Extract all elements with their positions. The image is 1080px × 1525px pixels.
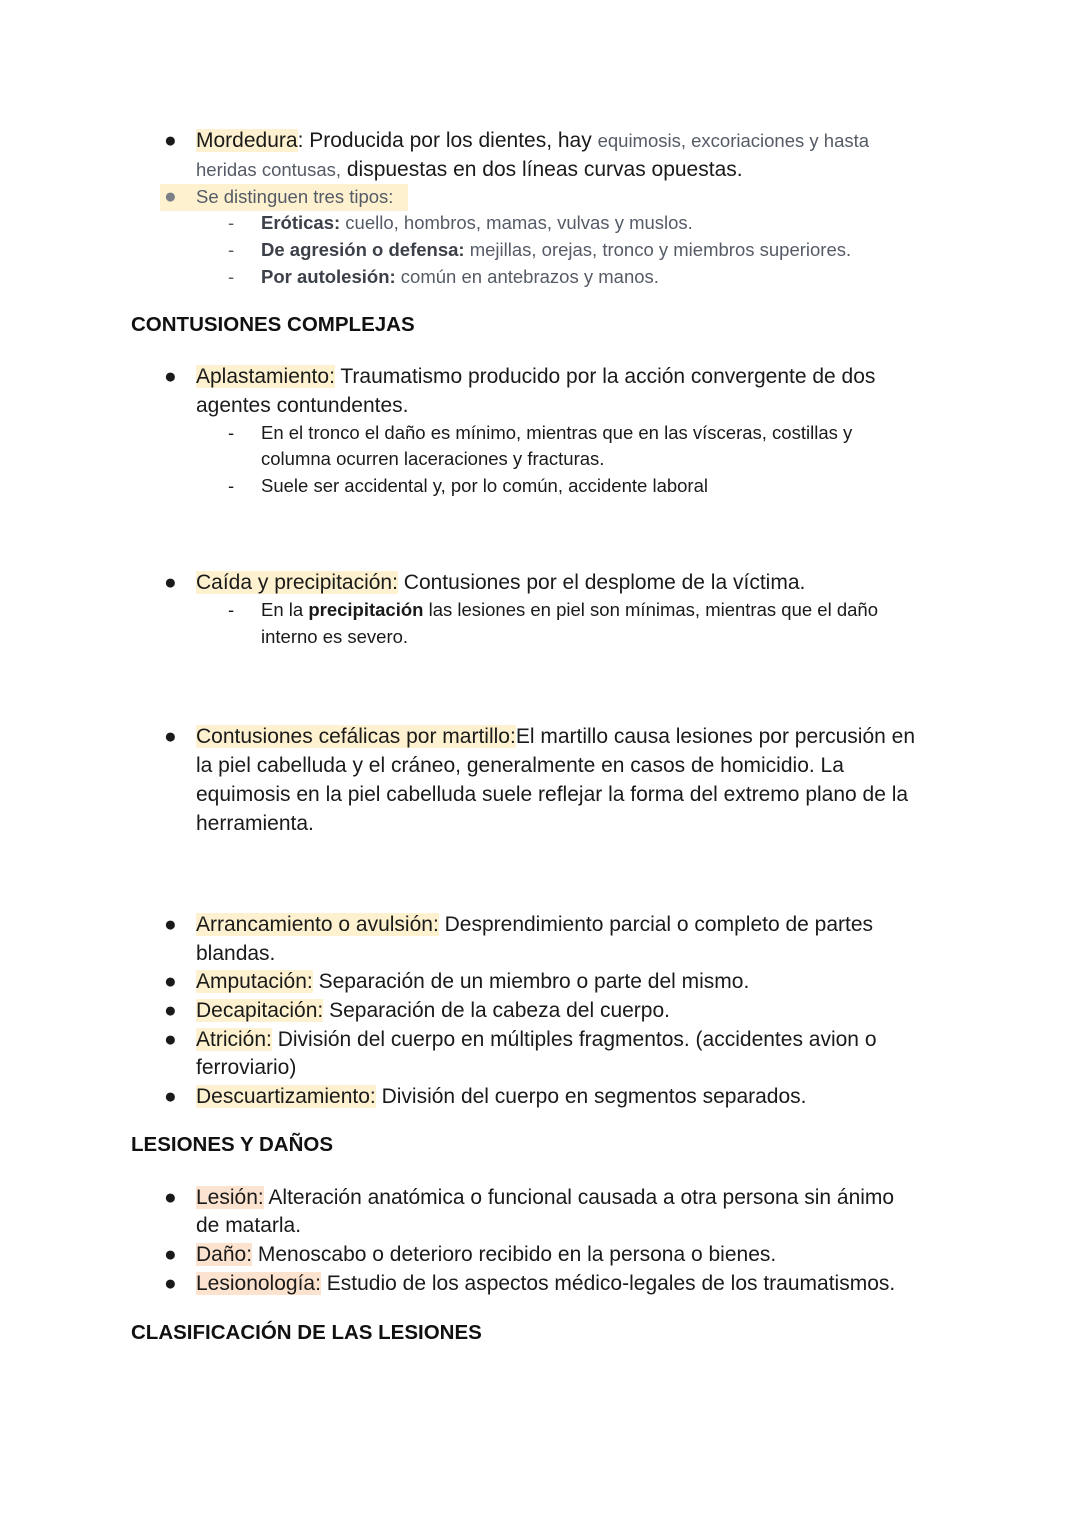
list-item-atricion: Atrición: División del cuerpo en múltiples fragmentos. (accidentes avion o [196, 1028, 877, 1051]
sub-item-tronco-cont: columna ocurren laceraciones y fracturas. [261, 448, 605, 469]
dash-icon: - [228, 599, 235, 620]
list-item-aplastamiento: Aplastamiento: Traumatismo producido por la acción convergente de dos [196, 365, 876, 388]
bullet-icon: ● [164, 999, 177, 1022]
list-item-amputacion: Amputación: Separación de un miembro o parte del mismo. [196, 970, 750, 993]
list-item-decapitacion: Decapitación: Separación de la cabeza del cuerpo. [196, 999, 670, 1022]
dash-icon: - [228, 266, 235, 287]
list-item-lesion-cont: de matarla. [196, 1214, 302, 1237]
bullet-icon: ● [164, 913, 177, 936]
sub-item-eroticas: Eróticas: cuello, hombros, mamas, vulvas y muslos. [261, 212, 693, 233]
sub-item-autolesion: Por autolesión: común en antebrazos y manos. [261, 266, 659, 287]
list-item-martillo: Contusiones cefálicas por martillo:El martillo causa lesiones por percusión en [196, 725, 916, 748]
list-item-caida: Caída y precipitación: Contusiones por el desplome de la víctima. [196, 571, 806, 594]
bullet-icon: ● [164, 185, 177, 208]
list-item-arrancamiento: Arrancamiento o avulsión: Desprendimiento parcial o completo de partes [196, 913, 874, 936]
bullet-icon: ● [164, 725, 177, 748]
bullet-icon: ● [164, 1186, 177, 1209]
list-item-lesion: Lesión: Alteración anatómica o funcional causada a otra persona sin ánimo [196, 1186, 895, 1209]
list-item-martillo-cont-2: equimosis en la piel cabelluda suele reflejar la forma del extremo plano de la [196, 783, 909, 806]
dash-icon: - [228, 475, 235, 496]
dash-icon: - [228, 212, 235, 233]
list-item-lesionologia: Lesionología: Estudio de los aspectos médico-legales de los traumatismos. [196, 1272, 896, 1295]
dash-icon: - [228, 239, 235, 260]
list-item-martillo-cont-3: herramienta. [196, 812, 314, 835]
section-heading-contusiones: CONTUSIONES COMPLEJAS [131, 313, 415, 336]
dash-icon: - [228, 422, 235, 443]
bullet-icon: ● [164, 571, 177, 594]
list-item-dano: Daño: Menoscabo o deterioro recibido en la persona o bienes. [196, 1243, 777, 1266]
section-heading-lesiones: LESIONES Y DAÑOS [131, 1133, 334, 1156]
term-mordedura: Mordedura [196, 129, 298, 152]
bullet-icon: ● [164, 129, 177, 152]
sub-item-accidental: Suele ser accidental y, por lo común, accidente laboral [261, 475, 708, 496]
bullet-icon: ● [164, 1085, 177, 1108]
list-item-atricion-cont: ferroviario) [196, 1056, 297, 1079]
bullet-icon: ● [164, 1243, 177, 1266]
bullet-icon: ● [164, 365, 177, 388]
list-item-martillo-cont-1: la piel cabelluda y el cráneo, generalmente en casos de homicidio. La [196, 754, 844, 777]
sub-item-precipitacion-cont: interno es severo. [261, 626, 409, 647]
list-item-aplastamiento-cont: agentes contundentes. [196, 394, 409, 417]
tipos-intro: Se distinguen tres tipos: [196, 186, 394, 207]
list-item-arrancamiento-cont: blandas. [196, 942, 276, 965]
list-item-mordedura-cont: heridas contusas, dispuestas en dos líneas curvas opuestas. [196, 158, 743, 181]
bullet-icon: ● [164, 970, 177, 993]
sub-item-tronco: En el tronco el daño es mínimo, mientras que en las vísceras, costillas y [261, 422, 853, 443]
sub-item-precipitacion: En la precipitación las lesiones en piel son mínimas, mientras que el daño [261, 599, 878, 620]
bullet-icon: ● [164, 1272, 177, 1295]
section-heading-clasificacion: CLASIFICACIÓN DE LAS LESIONES [131, 1321, 482, 1344]
list-item-mordedura: Mordedura: Producida por los dientes, hay equimosis, excoriaciones y hasta [196, 129, 870, 152]
sub-item-agresion: De agresión o defensa: mejillas, orejas, tronco y miembros superiores. [261, 239, 852, 260]
list-item-descuartizamiento: Descuartizamiento: División del cuerpo en segmentos separados. [196, 1085, 807, 1108]
bullet-icon: ● [164, 1028, 177, 1051]
